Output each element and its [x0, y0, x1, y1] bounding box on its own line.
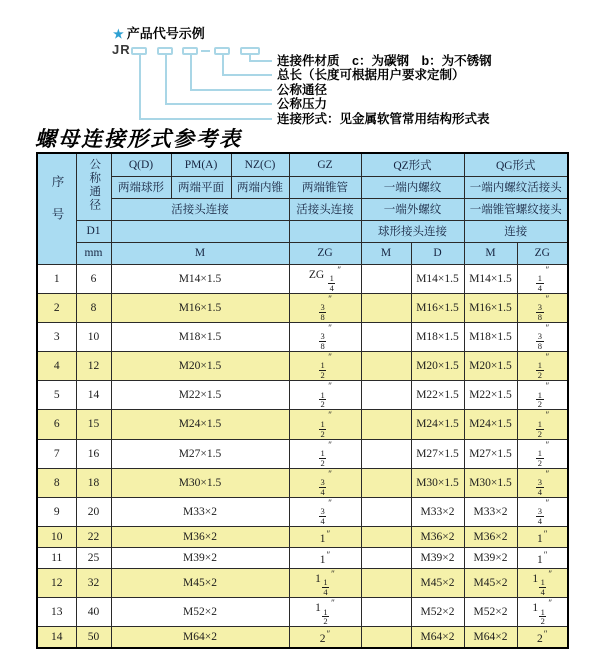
- leader-line: [165, 103, 272, 105]
- cell-seq: 6: [37, 410, 76, 439]
- table-row: [37, 352, 568, 381]
- table-row: [37, 497, 568, 526]
- fraction: $\frac{1}{2}$: [320, 389, 325, 410]
- fraction: $\frac{3}{8}$: [320, 331, 325, 352]
- cell-qg_m: M24×1.5: [464, 410, 517, 439]
- cell-qg_zg: 1 $\frac{1}{4}$ ″: [517, 569, 568, 598]
- cell-dn: 18: [76, 468, 111, 497]
- table-title: 螺母连接形式参考表: [35, 127, 242, 151]
- desc-qz-1: 一端内螺纹: [361, 176, 464, 198]
- cell-m: M33×2: [111, 497, 289, 526]
- code-box: [240, 47, 260, 55]
- fraction: $\frac{1}{4}$: [329, 272, 334, 293]
- cell-dn: 14: [76, 381, 111, 410]
- table-row: [37, 627, 568, 648]
- leader-line: [190, 55, 192, 91]
- code-box: [131, 47, 147, 55]
- table-row: [37, 410, 568, 439]
- code-box: [182, 47, 198, 55]
- cell-qz_m: [361, 497, 411, 526]
- cell-qz_d: M27×1.5: [411, 439, 464, 468]
- fraction: $\frac{3}{8}$: [320, 302, 325, 322]
- unit-qz-d: D: [411, 242, 464, 264]
- cell-m: M22×1.5: [111, 381, 289, 410]
- inch-mark: ″: [543, 529, 548, 540]
- unit-qz-m: M: [361, 242, 411, 264]
- inch-mark: ″: [328, 293, 332, 304]
- cell-qz_d: M20×1.5: [411, 352, 464, 381]
- cell-m: M16×1.5: [111, 293, 289, 322]
- cell-gz: [289, 468, 361, 497]
- cell-qz_m: [361, 598, 411, 627]
- leader-line: [165, 55, 167, 105]
- cell-qz_d: M33×2: [411, 497, 464, 526]
- cell-qz_m: [361, 569, 411, 598]
- inch-mark: ″: [545, 264, 550, 275]
- inch-mark: ″: [545, 410, 550, 421]
- cell-gz: [289, 381, 361, 410]
- inch-mark: ″: [545, 352, 550, 363]
- cell-qz_d: M24×1.5: [411, 410, 464, 439]
- cell-qg_m: M22×1.5: [464, 381, 517, 410]
- cell-m: M14×1.5: [111, 264, 289, 293]
- inch-mark: ″: [545, 439, 550, 450]
- cell-qz_d: M36×2: [411, 527, 464, 548]
- inch-mark: ″: [545, 322, 550, 333]
- cell-qg_zg: [517, 381, 568, 410]
- cell-qz_m: [361, 264, 411, 293]
- inch-mark: ″: [328, 468, 332, 479]
- cell-m: M45×2: [111, 569, 289, 598]
- desc-gz: 两端锥管: [289, 176, 361, 198]
- cell-dn: 12: [76, 352, 111, 381]
- cell-seq: 12: [37, 569, 76, 598]
- cell-dn: 22: [76, 527, 111, 548]
- gz-connection: 活接头连接: [289, 198, 361, 220]
- col-header-gz: GZ: [289, 153, 361, 176]
- fraction: $\frac{1}{2}$: [320, 447, 325, 468]
- cell-seq: 1: [37, 264, 76, 293]
- cell-qz_m: [361, 410, 411, 439]
- cell-qz_d: M52×2: [411, 598, 464, 627]
- label-connection-form: 连接形式：见金属软管常用结构形式表: [277, 112, 490, 126]
- fraction: $\frac{3}{4}$: [537, 506, 542, 527]
- col-header-seq-label: 序号: [50, 174, 64, 240]
- inch-mark: ″: [545, 381, 550, 392]
- leader-line: [139, 55, 141, 120]
- cell-gz: 1″: [289, 548, 361, 569]
- cell-m: M52×2: [111, 598, 289, 627]
- cell-qg_zg: [517, 410, 568, 439]
- table-header: [37, 153, 568, 264]
- cell-dn: 10: [76, 322, 111, 351]
- table-row: [37, 598, 568, 627]
- inch-mark: ″: [331, 598, 335, 609]
- cell-qg_m: M36×2: [464, 527, 517, 548]
- cell-dn: 15: [76, 410, 111, 439]
- inch-mark: ″: [328, 439, 332, 450]
- cell-qz_m: [361, 381, 411, 410]
- cell-gz: [289, 293, 361, 322]
- desc-qz-2: 一端外螺纹: [361, 198, 464, 220]
- fraction: $\frac{1}{2}$: [320, 418, 325, 439]
- cell-gz: [289, 352, 361, 381]
- code-box: [214, 47, 230, 55]
- cell-m: M27×1.5: [111, 439, 289, 468]
- inch-mark: ″: [548, 569, 553, 580]
- cell-m: M64×2: [111, 627, 289, 648]
- cell-gz: 2″: [289, 627, 361, 648]
- cell-m: M24×1.5: [111, 410, 289, 439]
- cell-gz: 1 $\frac{1}{2}$ ″: [289, 598, 361, 627]
- diagram-title: [113, 23, 205, 42]
- cell-qg_m: M52×2: [464, 598, 517, 627]
- unit-qg-zg: ZG: [517, 242, 568, 264]
- unit-qg-m: M: [464, 242, 517, 264]
- cell-qg_m: M39×2: [464, 548, 517, 569]
- cell-qg_zg: 1″: [517, 548, 568, 569]
- cell-dn: 16: [76, 439, 111, 468]
- cell-qz_d: M39×2: [411, 548, 464, 569]
- cell-gz: [289, 497, 361, 526]
- cell-qg_m: M45×2: [464, 569, 517, 598]
- col-header-seq: [37, 153, 76, 264]
- col-header-dn: [76, 153, 111, 220]
- cell-seq: 4: [37, 352, 76, 381]
- cell-gz: [289, 322, 361, 351]
- inch-mark: ″: [326, 529, 331, 540]
- cell-qg_m: M64×2: [464, 627, 517, 648]
- inch-mark: ″: [328, 322, 332, 333]
- table-body: [37, 264, 568, 648]
- desc-nz: 两端内锥: [231, 176, 289, 198]
- cell-seq: 14: [37, 627, 76, 648]
- fraction: $\frac{1}{4}$: [537, 272, 542, 293]
- diagram-title-text: 产品代号示例: [126, 26, 205, 41]
- cell-qg_zg: [517, 264, 568, 293]
- cell-dn: 20: [76, 497, 111, 526]
- desc-qg-2: 一端锥管螺纹接头: [464, 198, 568, 220]
- col-header-qg: QG形式: [464, 153, 568, 176]
- header-d1: D1: [76, 220, 111, 242]
- cell-qz_d: M22×1.5: [411, 381, 464, 410]
- cell-seq: 8: [37, 468, 76, 497]
- inch-mark: ″: [326, 629, 331, 640]
- cell-dn: 6: [76, 264, 111, 293]
- cell-dn: 32: [76, 569, 111, 598]
- inch-mark: ″: [328, 352, 332, 363]
- fraction: $\frac{1}{2}$: [323, 606, 328, 627]
- cell-seq: 7: [37, 439, 76, 468]
- leader-line: [190, 89, 272, 91]
- qz-connection: 球形接头连接: [361, 220, 464, 242]
- cell-qg_zg: [517, 439, 568, 468]
- cell-qg_zg: [517, 468, 568, 497]
- cell-qg_m: M27×1.5: [464, 439, 517, 468]
- cell-qg_zg: [517, 322, 568, 351]
- leader-line: [249, 60, 272, 62]
- inch-mark: ″: [543, 550, 548, 561]
- fraction: $\frac{1}{2}$: [537, 360, 542, 381]
- fraction: $\frac{1}{2}$: [537, 389, 542, 410]
- col-header-dn-label: 公称通径: [88, 158, 101, 213]
- cell-qz_d: M14×1.5: [411, 264, 464, 293]
- label-total-length: 总长（长度可根据用户要求定制）: [277, 68, 465, 82]
- cell-qz_d: M18×1.5: [411, 322, 464, 351]
- cell-dn: 50: [76, 627, 111, 648]
- inch-mark: ″: [543, 629, 548, 640]
- fraction: $\frac{1}{4}$: [540, 577, 545, 598]
- cell-qg_zg: 1″: [517, 527, 568, 548]
- label-nominal-diameter: 公称通径: [277, 83, 328, 97]
- cell-qz_m: [361, 439, 411, 468]
- fraction: $\frac{3}{4}$: [320, 477, 325, 497]
- cell-gz: 1″: [289, 527, 361, 548]
- cell-m: M20×1.5: [111, 352, 289, 381]
- unit-zg: ZG: [289, 242, 361, 264]
- cell-qz_d: M16×1.5: [411, 293, 464, 322]
- inch-mark: ″: [337, 264, 342, 275]
- unit-mm: mm: [76, 242, 111, 264]
- col-header-pm: PM(A): [171, 153, 231, 176]
- cell-gz: ZG $\frac{1}{4}$ ″: [289, 264, 361, 293]
- cell-qg_m: M18×1.5: [464, 322, 517, 351]
- table-row: [37, 322, 568, 351]
- cell-seq: 2: [37, 293, 76, 322]
- cell-qg_zg: 2″: [517, 627, 568, 648]
- col-header-qz: QZ形式: [361, 153, 464, 176]
- table-row: [37, 527, 568, 548]
- cell-m: M18×1.5: [111, 322, 289, 351]
- cell-qz_m: [361, 548, 411, 569]
- cell-gz: [289, 439, 361, 468]
- inch-mark: ″: [328, 381, 332, 392]
- fraction: $\frac{1}{2}$: [320, 360, 325, 381]
- cell-qg_zg: [517, 352, 568, 381]
- cell-gz: [289, 410, 361, 439]
- cell-dn: 8: [76, 293, 111, 322]
- cell-seq: 5: [37, 381, 76, 410]
- table-row: [37, 264, 568, 293]
- cell-qz_m: [361, 293, 411, 322]
- cell-qz_d: M64×2: [411, 627, 464, 648]
- cell-qg_zg: [517, 497, 568, 526]
- inch-mark: ″: [545, 293, 550, 304]
- cell-qz_m: [361, 627, 411, 648]
- inch-mark: ″: [545, 497, 550, 508]
- label-connector-material: 连接件材质 c：为碳钢 b：为不锈钢: [277, 54, 492, 68]
- cell-qg_zg: 1 $\frac{1}{2}$ ″: [517, 598, 568, 627]
- cell-dn: 25: [76, 548, 111, 569]
- fraction: $\frac{1}{2}$: [537, 418, 542, 439]
- cell-qz_d: M45×2: [411, 569, 464, 598]
- fraction: $\frac{1}{4}$: [323, 577, 328, 598]
- qg-connection: 连接: [464, 220, 568, 242]
- leader-line: [222, 74, 272, 76]
- desc-qg-1: 一端内螺纹活接头: [464, 176, 568, 198]
- fraction: $\frac{1}{2}$: [537, 447, 542, 468]
- inch-mark: ″: [331, 569, 335, 580]
- desc-q: 两端球形: [111, 176, 171, 198]
- table-row: [37, 293, 568, 322]
- fraction: $\frac{3}{4}$: [320, 506, 325, 527]
- table-row: [37, 468, 568, 497]
- cell-qg_m: M16×1.5: [464, 293, 517, 322]
- header-blank: [289, 220, 361, 242]
- cell-qg_zg: [517, 293, 568, 322]
- cell-qg_m: M14×1.5: [464, 264, 517, 293]
- fraction: $\frac{3}{4}$: [537, 477, 542, 497]
- table-row: [37, 439, 568, 468]
- inch-mark: ″: [328, 410, 332, 421]
- cell-qz_m: [361, 322, 411, 351]
- inch-mark: ″: [326, 550, 331, 561]
- desc-pm: 两端平面: [171, 176, 231, 198]
- nut-connection-table: [36, 152, 569, 649]
- code-box: [157, 47, 173, 55]
- product-code-prefix: JR: [112, 42, 131, 57]
- cell-qg_m: M20×1.5: [464, 352, 517, 381]
- cell-m: M39×2: [111, 548, 289, 569]
- cell-qz_m: [361, 527, 411, 548]
- code-dash: [201, 50, 210, 52]
- fraction: $\frac{1}{2}$: [540, 606, 545, 627]
- cell-qg_m: M33×2: [464, 497, 517, 526]
- label-nominal-pressure: 公称压力: [277, 97, 328, 111]
- leader-line: [222, 55, 224, 76]
- fraction: $\frac{3}{8}$: [537, 302, 542, 322]
- leader-line: [139, 118, 272, 120]
- cell-qz_m: [361, 352, 411, 381]
- inch-mark: ″: [545, 468, 550, 479]
- inch-mark: ″: [328, 497, 332, 508]
- cell-seq: 9: [37, 497, 76, 526]
- table-row: [37, 569, 568, 598]
- col-header-nz: NZ(C): [231, 153, 289, 176]
- fraction: $\frac{3}{8}$: [537, 331, 542, 352]
- cell-seq: 11: [37, 548, 76, 569]
- cell-seq: 10: [37, 527, 76, 548]
- cell-seq: 13: [37, 598, 76, 627]
- cell-qz_d: M30×1.5: [411, 468, 464, 497]
- inch-mark: ″: [548, 598, 553, 609]
- col-header-q: Q(D): [111, 153, 171, 176]
- unit-m: M: [111, 242, 289, 264]
- header-blank: [111, 220, 289, 242]
- star-icon: ★: [113, 27, 124, 41]
- cell-m: M36×2: [111, 527, 289, 548]
- cell-gz: 1 $\frac{1}{4}$ ″: [289, 569, 361, 598]
- union-connection: 活接头连接: [111, 198, 289, 220]
- cell-dn: 40: [76, 598, 111, 627]
- cell-qg_m: M30×1.5: [464, 468, 517, 497]
- cell-m: M30×1.5: [111, 468, 289, 497]
- table-row: [37, 381, 568, 410]
- cell-qz_m: [361, 468, 411, 497]
- table-row: [37, 548, 568, 569]
- cell-seq: 3: [37, 322, 76, 351]
